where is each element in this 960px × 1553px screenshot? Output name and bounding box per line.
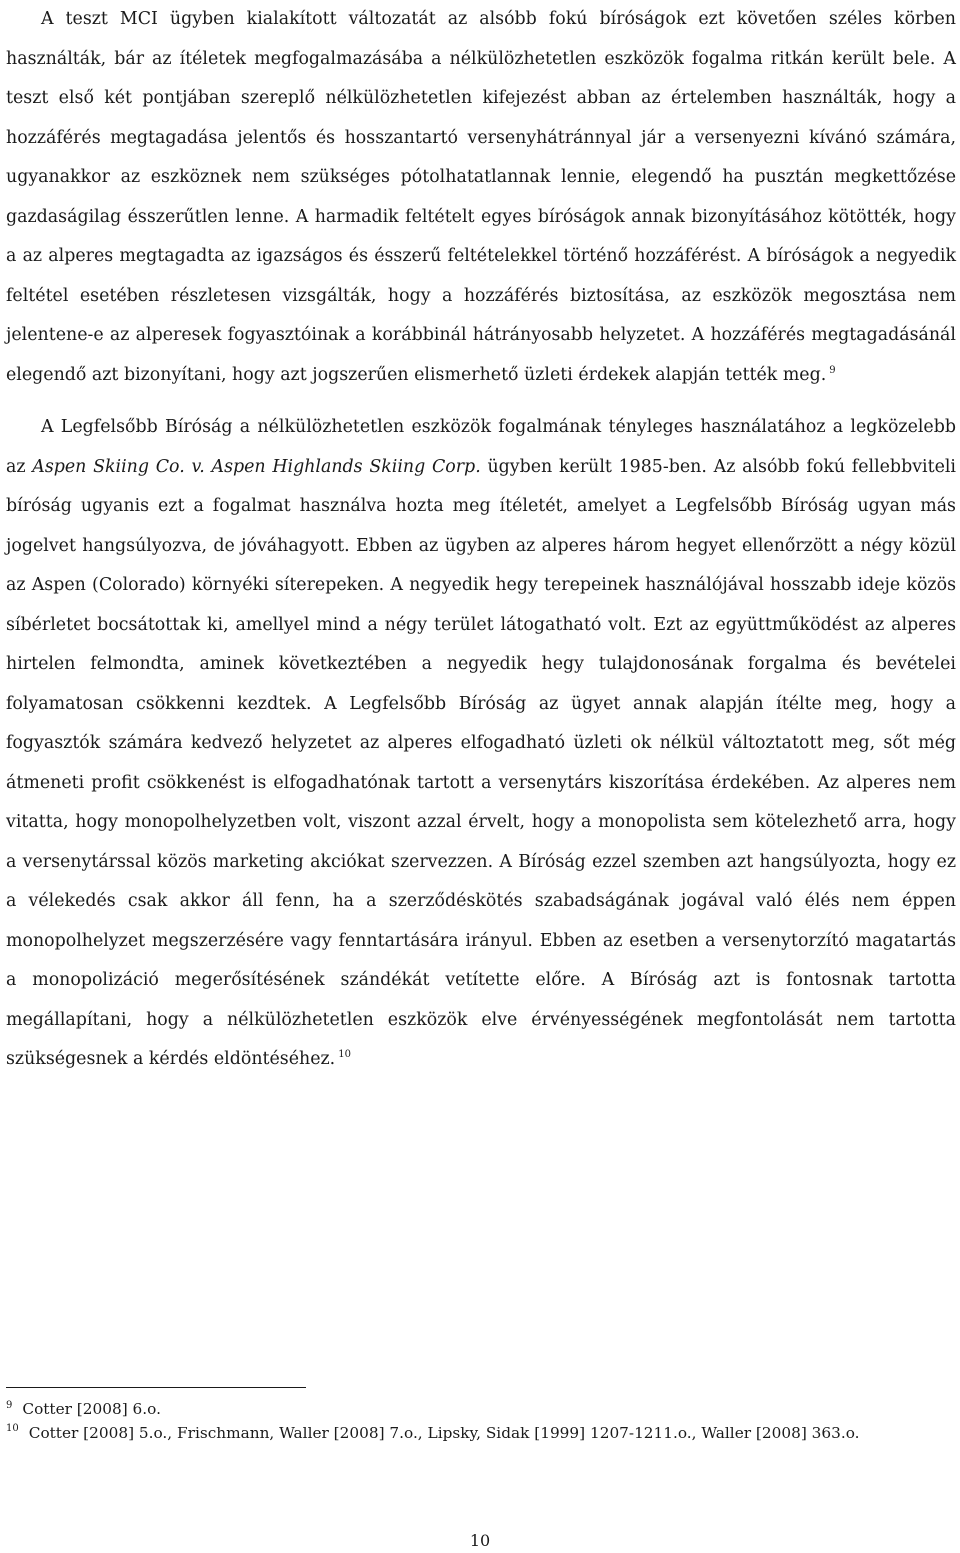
footnote-ref-9[interactable]: 9 xyxy=(829,364,836,376)
paragraph-2-text-rest: ügyben került 1985-ben. Az alsóbb fokú fellebbviteli bíróság ugyanis ezt a fogalmat használva hozta meg ítéletét, amelyet a Legfelsőbb Bíróság ugyan más jogelvet hangsúlyozva, de jóváhagyott. Ebben az ügyben az alperes három hegyet ellenőrzött a négy közül az Aspen (Colorado) környéki síterepeken. A negyedik hegy terepeinek használójával hosszabb ideje közös síbérletet bocsátottak ki, amellyel mind a négy terület látogatható volt. Ezt az együttműködést az alperes hirtelen felmondta, aminek következtében a negyedik hegy tulajdonosának forgalma és bevételei folyamatosan csökkenni kezdtek. A Legfelsőbb Bíróság az ügyet annak alapján ítélte meg, hogy a fogyasztók számára kedvező helyzetet az alperes elfogadható üzleti ok nélkül változtatott meg, sőt még átmeneti profit csökkenést is elfogadhatónak tartott a versenytárs kiszorítása érdekében. Az alperes nem vitatta, hogy monopolhelyzetben volt, viszont azzal érvelt, hogy a monopolista sem kötelezhető arra, hogy a versenytárssal közös marketing akciókat szervezzen. A Bíróság ezzel szemben azt hangsúlyozta, hogy ez a vélekedés csak akkor áll fenn, ha a szerződéskötés szabadságának jogával való élés nem éppen monopolhelyzet megszerzésére vagy fenntartására irányul. Ebben az esetben a versenytorzító magatartás a monopolizáció megerősítésének szándékát vetítette előre. A Bíróság azt is fontosnak tartotta megállapítani, hogy a nélkülözhetetlen eszközök elve érvényességének megfontolását nem tartotta szükségesnek a kérdés eldöntéséhez. xyxy=(6,456,956,1069)
paragraph-1 xyxy=(6,0,956,395)
paragraph-2 xyxy=(6,408,956,1080)
footnote-number: 10 xyxy=(6,1423,19,1435)
footnotes xyxy=(6,1398,956,1445)
footnote-text: Cotter [2008] 5.o., Frischmann, Waller [2008] 7.o., Lipsky, Sidak [1999] 1207-1211.o., Waller [2008] 363.o. xyxy=(28,1423,860,1442)
footnote-separator xyxy=(6,1387,306,1388)
paragraph-1-text: A teszt MCI ügyben kialakított változatát az alsóbb fokú bíróságok ezt követően széles körben használták, bár az ítéletek megfogalmazásába a nélkülözhetetlen eszközök fogalma ritkán került bele. A teszt első két pontjában szereplő nélkülözhetetlen kifejezést abban az értelemben használták, hogy a hozzáférés megtagadása jelentős és hosszantartó versenyhátránnyal jár a versenyezni kívánó számára, ugyanakkor az eszköznek nem szükséges pótolhatatlannak lennie, elegendő ha pusztán megkettőzése gazdaságilag ésszerűtlen lenne. A harmadik feltételt egyes bíróságok annak bizonyításához kötötték, hogy a az alperes megtagadta az igazságos és ésszerű feltételekkel történő hozzáférést. A bíróságok a negyedik feltétel esetében részletesen vizsgálták, hogy a hozzáférés biztosítása, az eszközök megosztása nem jelentene-e az alperesek fogyasztóinak a korábbinál hátrányosabb helyzetet. A hozzáférés megtagadásánál elegendő azt bizonyítani, hogy azt jogszerűen elismerhető üzleti érdekek alapján tették meg. xyxy=(6,9,956,385)
page-body xyxy=(6,0,956,1080)
footnote-9 xyxy=(6,1398,956,1422)
footnote-text: Cotter [2008] 6.o. xyxy=(22,1400,161,1418)
footnote-10 xyxy=(6,1422,956,1446)
paragraph-2-text-start: A Legfelsőbb Bíróság a nélkülözhetetlen eszközök fogalmának tényleges használatához a legközelebb az xyxy=(6,417,956,477)
footnote-ref-10[interactable]: 10 xyxy=(338,1049,351,1061)
page-number: 10 xyxy=(469,1531,491,1550)
footnote-number: 9 xyxy=(6,1399,13,1411)
case-name: Aspen Skiing Co. v. Aspen Highlands Skiing Corp. xyxy=(32,456,481,477)
